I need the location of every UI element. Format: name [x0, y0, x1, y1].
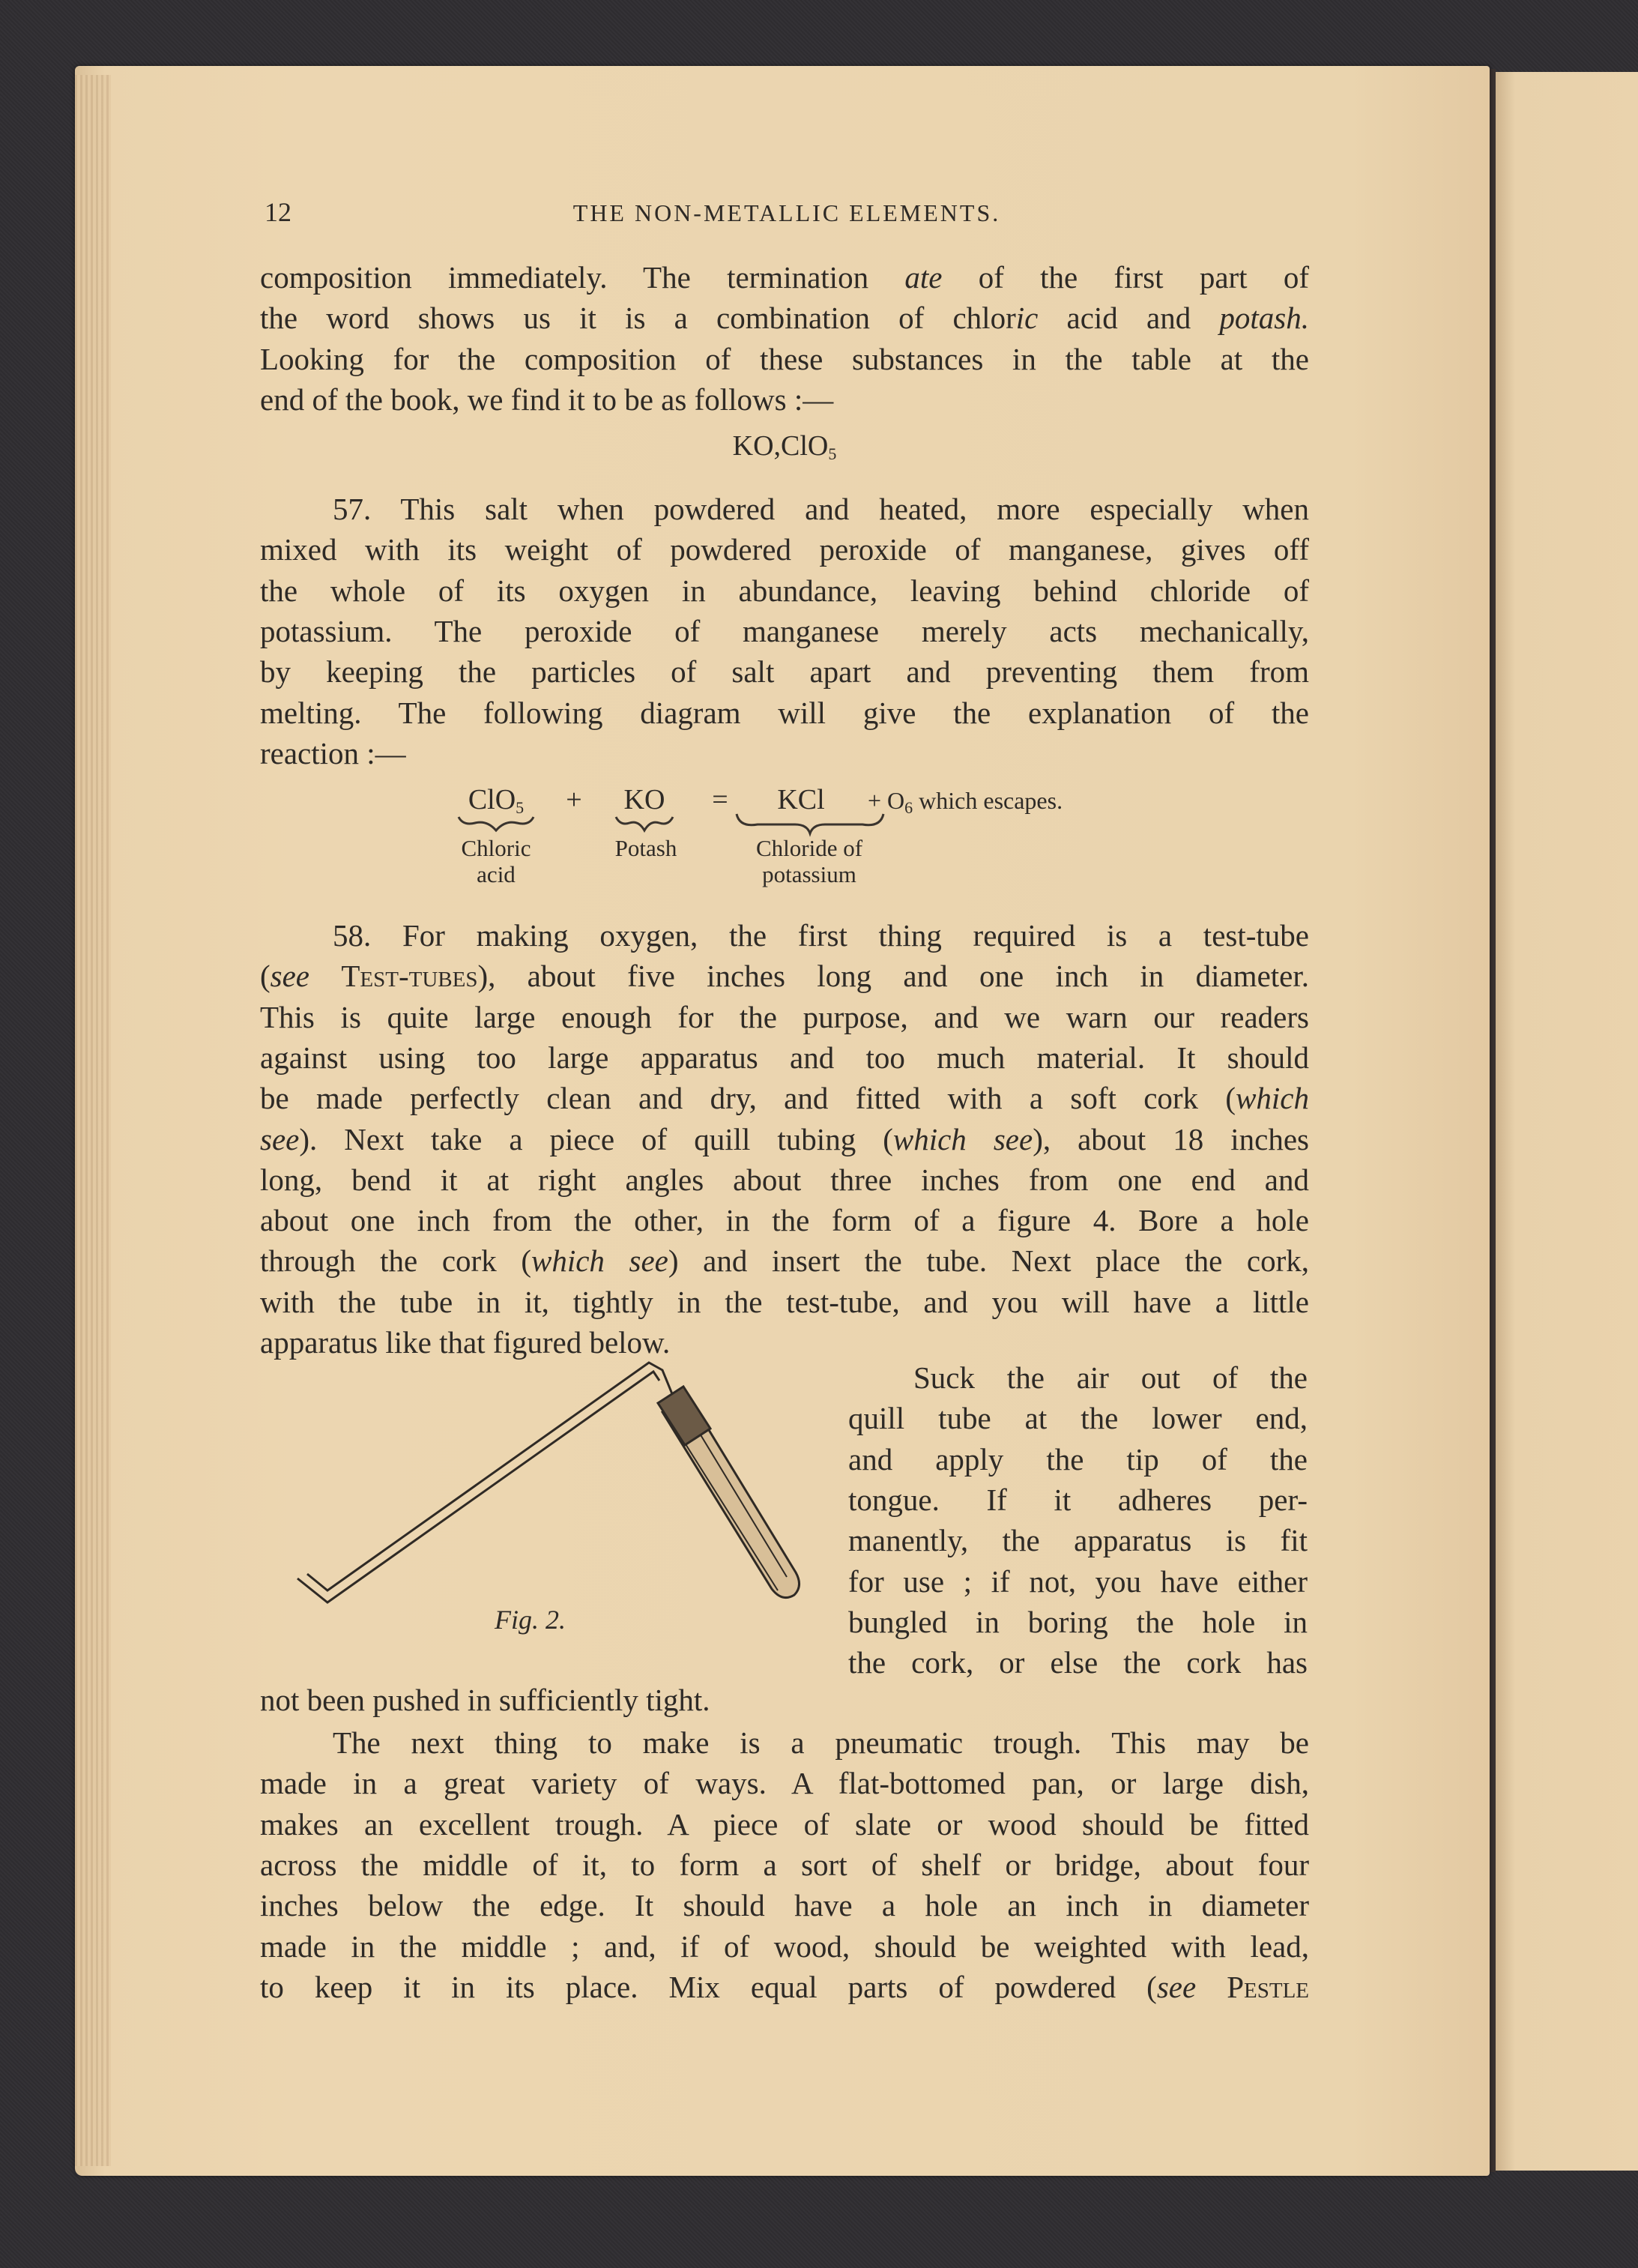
- brace-potash: [616, 817, 673, 830]
- text-run: 57. This salt when powdered and heated, more especially when: [333, 492, 1309, 526]
- fig2-apparatus-drawing: [297, 1363, 800, 1602]
- italic-text: which: [1236, 1081, 1309, 1116]
- italic-text: which see: [531, 1243, 668, 1279]
- italic-text: see: [1156, 1969, 1197, 2004]
- text-run: inches below the edge. It should have a hole an inch in diameter: [260, 1888, 1309, 1923]
- text-run: with the tube in it, tightly in the test-tube, and you will have a little: [260, 1284, 1309, 1319]
- text-run: made in the middle ; and, if of wood, should be weighted with lead,: [260, 1928, 1309, 1964]
- text-run: through the cork (: [260, 1243, 531, 1279]
- text-run: ). Next take a piece of quill tubing (: [299, 1121, 893, 1156]
- text-run: potassium. The peroxide of manganese merely acts mechanically,: [260, 613, 1309, 648]
- text-run: bungled in boring the hole in: [848, 1604, 1308, 1639]
- text-run: (: [260, 959, 271, 994]
- text-run: melting. The following diagram will give the explanation of the: [260, 695, 1309, 730]
- text-run: mixed with its weight of powdered peroxide of manganese, gives off: [260, 532, 1309, 567]
- text-run: to keep it in its place. Mix equal parts of powdered (: [260, 1969, 1157, 2004]
- text-run: apparatus like that figured below.: [260, 1325, 671, 1360]
- text-run: tongue. If it adheres per-: [848, 1482, 1308, 1517]
- italic-text: ate: [904, 260, 943, 295]
- text-run: ) and insert the tube. Next place the cork,: [668, 1243, 1309, 1279]
- eq-equals: =: [712, 784, 728, 815]
- eq-oxygen-escapes: + $O_6$ which escapes.: [868, 787, 1063, 817]
- formula-subscript: 5: [828, 444, 837, 463]
- text-run: and apply the tip of the: [848, 1441, 1308, 1477]
- label-potash: Potash: [614, 835, 677, 861]
- text-run: against using too large apparatus and too much material. It should: [260, 1040, 1309, 1075]
- text-run: Looking for the composition of these substances in the table at the: [260, 341, 1309, 376]
- text-run: end of the book, we find it to be as follows :—: [260, 381, 834, 417]
- text-run: acid and: [1038, 301, 1220, 336]
- brace-chloric-acid: [459, 817, 534, 830]
- text-run: long, bend it at right angles about three inches from one end and: [260, 1162, 1309, 1197]
- text-run: of the first part of: [942, 260, 1309, 295]
- text-run: the whole of its oxygen in abundance, leaving behind chloride of: [260, 573, 1309, 608]
- text-run: ), about 18 inches: [1033, 1121, 1309, 1156]
- text-run: for use ; if not, you have either: [848, 1563, 1308, 1599]
- text-run: made in a great variety of ways. A flat-bottomed pan, or large dish,: [260, 1766, 1309, 1801]
- text-run: about one inch from the other, in the form of a figure 4. Bore a hole: [260, 1203, 1309, 1238]
- text-run: not been pushed in sufficiently tight.: [260, 1683, 710, 1717]
- brace-chloride: [737, 814, 883, 833]
- italic-text: ic: [1015, 301, 1039, 336]
- text-run: the cork, or else the cork has: [848, 1645, 1308, 1680]
- eq-potassium-chloride: KCl: [777, 784, 825, 815]
- eq-chloric-acid: ClO$_5$: [468, 784, 525, 817]
- eq-plus: +: [566, 784, 582, 815]
- figure-caption: Fig. 2.: [495, 1605, 566, 1635]
- text-run: 58. For making oxygen, the first thing required is a test-tube: [333, 918, 1309, 953]
- small-caps-text: Test-tubes: [341, 959, 478, 994]
- text-run: composition immediately. The termination: [260, 260, 905, 295]
- text-run: makes an excellent trough. A piece of slate or wood should be fitted: [260, 1806, 1309, 1842]
- text-run: The next thing to make is a pneumatic trough. This may be: [333, 1725, 1309, 1760]
- running-title: THE NON-METALLIC ELEMENTS.: [572, 199, 1001, 226]
- text-run: manently, the apparatus is fit: [848, 1523, 1308, 1558]
- text-run: quill tube at the lower end,: [848, 1401, 1308, 1436]
- text-run: be made perfectly clean and dry, and fitted with a soft cork (: [260, 1081, 1236, 1116]
- text-run: by keeping the particles of salt apart and preventing them from: [260, 654, 1309, 690]
- text-run: This is quite large enough for the purpose, and we warn our readers: [260, 999, 1309, 1034]
- formula-main: KO,ClO: [732, 430, 829, 462]
- label-chloric-acid: Chloric acid: [461, 835, 531, 887]
- text-run: reaction :—: [260, 735, 406, 770]
- italic-text: see: [260, 1121, 300, 1156]
- italic-text: which see: [892, 1121, 1033, 1156]
- text-run: Suck the air out of the: [913, 1360, 1308, 1395]
- text-run: across the middle of it, to form a sort of shelf or bridge, about four: [260, 1847, 1309, 1882]
- label-chloride-of-potassium: Chloride of potassium: [755, 835, 863, 887]
- text-run: the word shows us it is a combination of chlor: [260, 301, 1016, 336]
- text-run: ), about five inches long and one inch in diameter.: [477, 959, 1310, 994]
- italic-text: potash.: [1219, 301, 1309, 336]
- eq-potash: KO: [623, 784, 665, 815]
- page-number: 12: [265, 197, 291, 227]
- small-caps-text: Pestle: [1227, 1969, 1309, 2004]
- italic-text: see: [270, 959, 310, 994]
